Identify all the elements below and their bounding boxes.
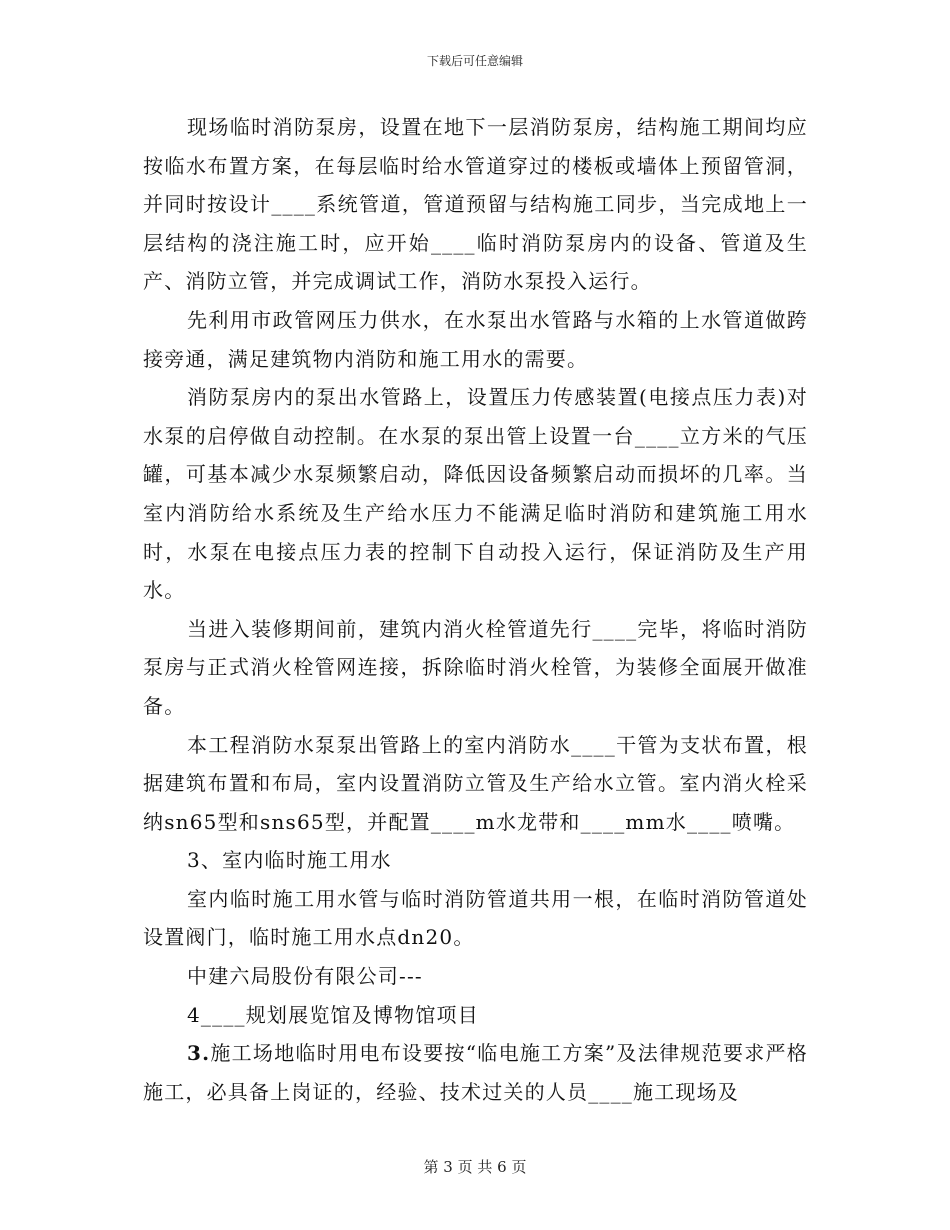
item-number: 3.: [187, 1041, 211, 1066]
paragraph-temporary-power-text: 施工场地临时用电布设要按“临电施工方案”及法律规范要求严格施工，必具备上岗证的，经验、技术过关的人员____施工现场及: [143, 1041, 808, 1104]
header-note: 下载后可任意编辑: [426, 54, 523, 68]
paragraph-pump-room: 现场临时消防泵房，设置在地下一层消防泵房，结构施工期间均应按临水布置方案，在每层临时给水管道穿过的楼板或墙体上预留管洞，并同时按设计____系统管道，管道预留与结构施工同步，当完成地上一层结构的浇注施工时，应开始____临时消防泵房内的设备、管道及生产、消防立管，并完成调试工作，消防水泵投入运行。: [143, 115, 808, 294]
paragraph-pressure-control: 消防泵房内的泵出水管路上，设置压力传感装置(电接点压力表)对水泵的启停做自动控制。在水泵的泵出管上设置一台____立方米的气压罐，可基本减少水泵频繁启动，降低因设备频繁启动而损坏的几率。当室内消防给水系统及生产给水压力不能满足临时消防和建筑施工用水时，水泵在电接点压力表的控制下自动投入运行，保证消防及生产用水。: [143, 385, 808, 603]
section-heading-indoor-water: 3、室内临时施工用水: [187, 848, 392, 873]
document-body: [143, 108, 808, 1111]
paragraph-indoor-water: 室内临时施工用水管与临时消防管道共用一根，在临时消防管道处设置阀门，临时施工用水点dn20。: [143, 886, 808, 950]
paragraph-hydrant-layout: 本工程消防水泵泵出管路上的室内消防水____干管为支状布置，根据建筑布置和布局，室内设置消防立管及生产给水立管。室内消火栓采纳sn65型和sns65型，并配置____m水龙带和____mm水____喷嘴。: [143, 732, 808, 834]
paragraph-temporary-power: [143, 1034, 808, 1111]
project-name-line: 4____规划展览馆及博物馆项目: [187, 1002, 479, 1027]
paragraph-municipal-supply: 先利用市政管网压力供水，在水泵出水管路与水箱的上水管道做跨接旁通，满足建筑物内消防和施工用水的需要。: [143, 307, 808, 371]
page-footer: 第 3 页 共 6 页: [423, 1158, 527, 1176]
company-name-line: 中建六局股份有限公司---: [187, 964, 423, 989]
paragraph-decoration-phase: 当进入装修期间前，建筑内消火栓管道先行____完毕，将临时消防泵房与正式消火栓管网连接，拆除临时消火栓管，为装修全面展开做准备。: [143, 616, 808, 718]
